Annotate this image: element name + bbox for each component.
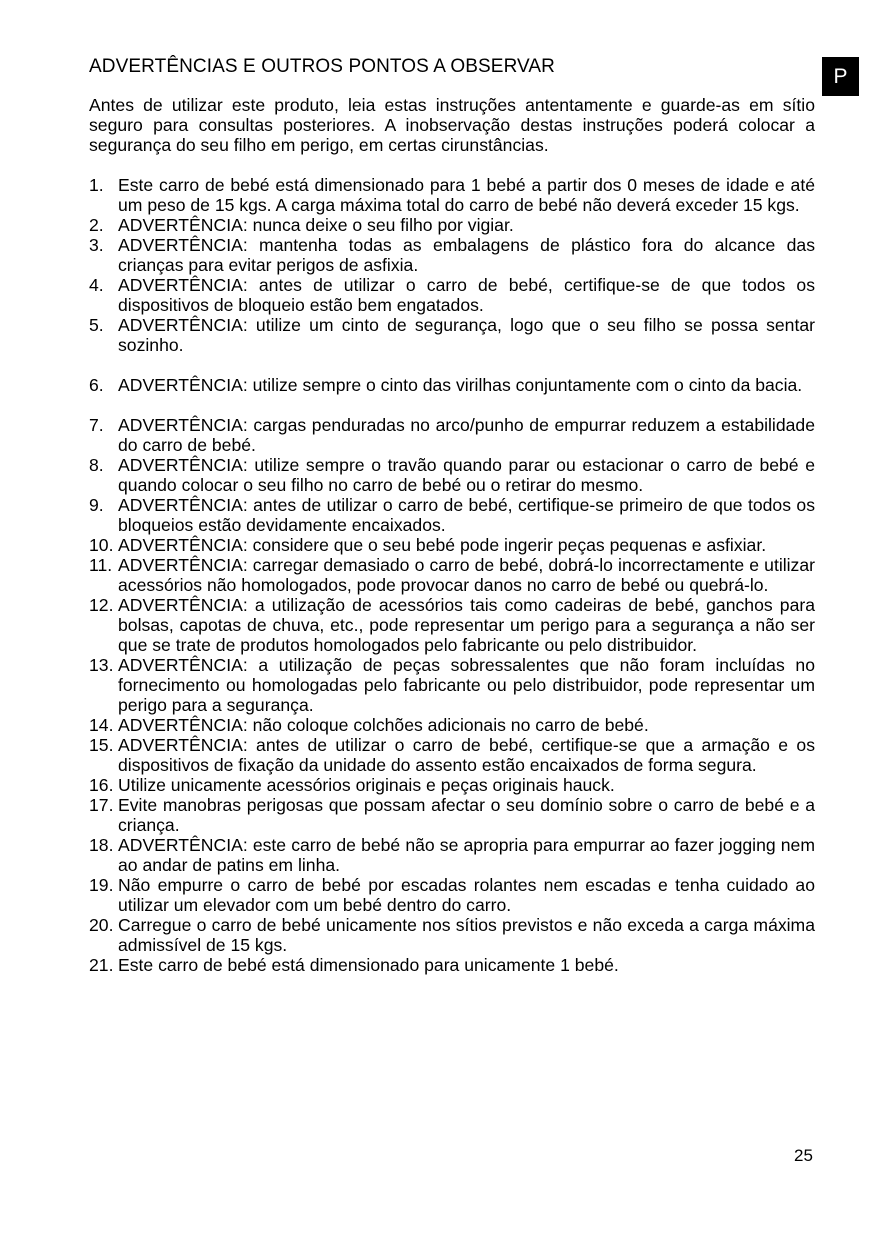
item-number: 20. xyxy=(89,915,114,935)
item-number: 19. xyxy=(89,875,114,895)
item-text: ADVERTÊNCIA: cargas penduradas no arco/punho de empurrar reduzem a estabilidade do carro de bebé. xyxy=(118,415,815,455)
item-text: ADVERTÊNCIA: utilize sempre o travão quando parar ou estacionar o carro de bebé e quando colocar o seu filho no carro de bebé ou o retirar do mesmo. xyxy=(118,455,815,495)
list-item xyxy=(89,875,815,915)
item-text: ADVERTÊNCIA: a utilização de peças sobressalentes que não foram incluídas no fornecimento ou homologadas pelo fabricante ou pelo distribuidor, pode representar um perigo para a segurança. xyxy=(118,655,815,715)
item-number: 5. xyxy=(89,315,104,335)
list-item xyxy=(89,715,815,735)
item-number: 10. xyxy=(89,535,114,555)
item-number: 3. xyxy=(89,235,104,255)
item-text: ADVERTÊNCIA: antes de utilizar o carro de bebé, certifique-se de que todos os dispositivos de bloqueio estão bem engatados. xyxy=(118,275,815,315)
item-text: ADVERTÊNCIA: nunca deixe o seu filho por vigiar. xyxy=(118,215,514,235)
item-text: ADVERTÊNCIA: carregar demasiado o carro de bebé, dobrá-lo incorrectamente e utilizar acessórios não homologados, pode provocar danos no carro de bebé ou quebrá-lo. xyxy=(118,555,815,595)
list-item xyxy=(89,375,815,395)
item-text: ADVERTÊNCIA: utilize sempre o cinto das virilhas conjuntamente com o cinto da bacia. xyxy=(118,375,803,395)
item-text: ADVERTÊNCIA: a utilização de acessórios tais como cadeiras de bebé, ganchos para bolsas, capotas de chuva, etc., pode representar um perigo para a segurança a não ser que se trate de produtos homologados pelo fabricante ou pelo distribuidor. xyxy=(118,595,815,655)
list-item xyxy=(89,535,815,555)
list-item xyxy=(89,315,815,355)
list-item xyxy=(89,235,815,275)
item-number: 15. xyxy=(89,735,114,755)
list-item xyxy=(89,495,815,535)
list-item xyxy=(89,215,815,235)
page-title: ADVERTÊNCIAS E OUTROS PONTOS A OBSERVAR xyxy=(89,56,556,77)
item-number: 1. xyxy=(89,175,104,195)
list-item xyxy=(89,415,815,455)
item-number: 9. xyxy=(89,495,104,515)
item-text: ADVERTÊNCIA: mantenha todas as embalagens de plástico fora do alcance das crianças para evitar perigos de asfixia. xyxy=(118,235,815,275)
warnings-list xyxy=(89,175,815,975)
item-number: 6. xyxy=(89,375,104,395)
list-item xyxy=(89,915,815,955)
item-text: ADVERTÊNCIA: não coloque colchões adicionais no carro de bebé. xyxy=(118,715,649,735)
item-text: Utilize unicamente acessórios originais e peças originais hauck. xyxy=(118,775,615,795)
item-number: 14. xyxy=(89,715,114,735)
item-text: ADVERTÊNCIA: antes de utilizar o carro de bebé, certifique-se que a armação e os dispositivos de fixação da unidade do assento estão encaixados de forma segura. xyxy=(118,735,815,775)
list-item xyxy=(89,655,815,715)
list-item xyxy=(89,175,815,215)
item-number: 12. xyxy=(89,595,114,615)
item-number: 16. xyxy=(89,775,114,795)
item-number: 21. xyxy=(89,955,114,975)
item-text: Não empurre o carro de bebé por escadas rolantes nem escadas e tenha cuidado ao utilizar um elevador com um bebé dentro do carro. xyxy=(118,875,815,915)
list-item xyxy=(89,735,815,775)
item-number: 17. xyxy=(89,795,114,815)
item-number: 4. xyxy=(89,275,104,295)
intro-paragraph: Antes de utilizar este produto, leia estas instruções antentamente e guarde-as em sítio seguro para consultas posteriores. A inobservação destas instruções poderá colocar a segurança do seu filho em perigo, em certas cirunstâncias. xyxy=(89,95,815,155)
item-text: Este carro de bebé está dimensionado para 1 bebé a partir dos 0 meses de idade e até um peso de 15 kgs. A carga máxima total do carro de bebé não deverá exceder 15 kgs. xyxy=(118,175,815,215)
item-text: Evite manobras perigosas que possam afectar o seu domínio sobre o carro de bebé e a criança. xyxy=(118,795,815,835)
page-content xyxy=(89,56,815,975)
item-number: 2. xyxy=(89,215,104,235)
list-item xyxy=(89,775,815,795)
item-number: 13. xyxy=(89,655,114,675)
language-tab: P xyxy=(822,57,859,96)
list-item xyxy=(89,595,815,655)
item-text: Carregue o carro de bebé unicamente nos sítios previstos e não exceda a carga máxima admissível de 15 kgs. xyxy=(118,915,815,955)
item-number: 11. xyxy=(89,555,113,575)
item-text: Este carro de bebé está dimensionado para unicamente 1 bebé. xyxy=(118,955,619,975)
page-number: 25 xyxy=(794,1146,813,1165)
item-text: ADVERTÊNCIA: antes de utilizar o carro de bebé, certifique-se primeiro de que todos os bloqueios estão devidamente encaixados. xyxy=(118,495,815,535)
item-text: ADVERTÊNCIA: este carro de bebé não se apropria para empurrar ao fazer jogging nem ao andar de patins em linha. xyxy=(118,835,815,875)
list-item xyxy=(89,275,815,315)
item-number: 8. xyxy=(89,455,104,475)
item-number: 7. xyxy=(89,415,104,435)
list-item xyxy=(89,555,815,595)
item-text: ADVERTÊNCIA: considere que o seu bebé pode ingerir peças pequenas e asfixiar. xyxy=(118,535,767,555)
list-item xyxy=(89,955,815,975)
item-text: ADVERTÊNCIA: utilize um cinto de segurança, logo que o seu filho se possa sentar sozinho. xyxy=(118,315,815,355)
list-item xyxy=(89,455,815,495)
list-item xyxy=(89,795,815,835)
list-item xyxy=(89,835,815,875)
item-number: 18. xyxy=(89,835,114,855)
